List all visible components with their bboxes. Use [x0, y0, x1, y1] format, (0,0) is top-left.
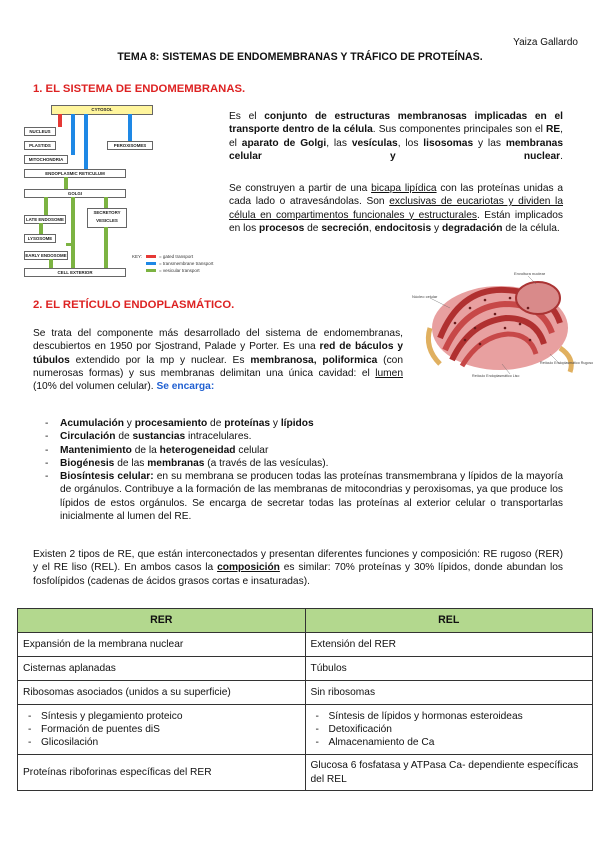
table-header-row	[18, 609, 593, 633]
text: (con numerosas formas) y sus membranas delimitan una única cavidad: el	[33, 354, 404, 379]
text-underlined: bicapa lipídica	[371, 183, 437, 194]
text-bold: RE	[546, 124, 561, 136]
text: (a través de las vesículas).	[204, 457, 329, 469]
text: y	[123, 418, 135, 429]
section-1-paragraph-2	[229, 182, 563, 235]
list-item: - Almacenamiento de Ca	[311, 736, 588, 749]
text: en su membrana se producen todas las proteínas transmembrana y lípidos de la mayoría de orgánulos. Contribuye a la formación de las membranas de mitocondrias y peroxisomas, ya que produce los lípidos de estos orgánulos. Se encarga de secretar todas las proteínas al exterior celular o transportarlas inicialmente al lumen del RE.	[60, 471, 563, 522]
rer-rel-table	[17, 608, 593, 791]
diagram-arrow	[64, 177, 68, 189]
text-bold: membranas	[147, 457, 205, 469]
text: . Están implicados en los	[229, 209, 563, 234]
text-bold: endocitosis	[374, 222, 432, 234]
ribosome	[474, 327, 477, 330]
diagram-arrow	[49, 259, 53, 268]
text: ,	[368, 222, 375, 234]
legend-swatch	[146, 269, 156, 272]
text-bold: secreción	[321, 222, 369, 234]
table-cell: Glucosa 6 fosfatasa y ATPasa Ca- dependiente específicas del REL	[305, 755, 593, 791]
ribosome	[509, 297, 512, 300]
er-label-4: Retículo Endoplasmático Liso	[472, 374, 520, 378]
text-bold: Biosíntesis celular:	[60, 471, 154, 482]
list-item	[40, 430, 563, 443]
text-underlined: exclusivas de eucariotas y dividen la célula en compartimentos funcionales y estructurales	[229, 196, 563, 221]
diagram-arrow	[58, 114, 62, 127]
section-2-paragraph-2	[33, 548, 563, 588]
text-bold: sustancias	[132, 431, 186, 443]
table-row	[18, 705, 593, 755]
ribosome	[464, 339, 467, 342]
diagram-arrow	[71, 114, 75, 155]
text: intracelulares.	[185, 431, 252, 443]
legend-text: = transmembrane transport	[159, 261, 214, 266]
text: es similar: 70% proteínas y 30% lípidos, donde abundan los fosfolípidos (cadenas de ácidos grasos cortas e insaturadas).	[33, 562, 563, 587]
text: extendido por la mp y nuclear. Es	[69, 354, 251, 366]
text: y	[431, 222, 442, 234]
diagram-arrow	[84, 114, 88, 169]
text-bold: procesos	[259, 222, 305, 234]
author-name: Yaiza Gallardo	[513, 37, 578, 48]
text: . Sus componentes principales son el	[372, 124, 546, 136]
er-label-3: Retículo Endoplasmático Rugoso	[540, 361, 594, 365]
section-1-heading: 1. EL SISTEMA DE ENDOMEMBRANAS.	[33, 83, 246, 95]
table-cell: Extensión del RER	[305, 633, 593, 657]
legend-text: = gated transport	[159, 254, 194, 259]
text-bold: heterogeneidad	[159, 444, 236, 456]
text-blue: Se encarga:	[156, 381, 215, 392]
diagram-arrow	[128, 114, 132, 141]
text-bold: vesículas	[351, 137, 398, 149]
rer-functions-list	[23, 710, 300, 750]
diagram-cytosol: CYTOSOL	[51, 105, 153, 115]
text: con las proteínas unidas a cada lado o atravesándolas. Son	[229, 183, 564, 208]
list-item	[40, 457, 563, 470]
legend-swatch	[146, 262, 156, 265]
text: celular	[235, 444, 269, 456]
text-bold: red de báculos y túbulos	[33, 341, 403, 366]
diagram-legend-key: KEY:	[132, 254, 143, 259]
ribosome	[527, 307, 530, 310]
diagram-plastids: PLASTIDS	[24, 141, 56, 150]
diagram-arrow	[104, 197, 108, 208]
list-item	[40, 444, 563, 457]
ribosome	[454, 322, 457, 325]
diagram-legend-transmembrane	[146, 261, 213, 267]
section-2-heading: 2. EL RETÍCULO ENDOPLASMÁTICO.	[33, 299, 235, 311]
ribosome	[519, 323, 522, 326]
ribosome	[484, 299, 487, 302]
table-header-rer: RER	[18, 609, 306, 633]
table-cell	[18, 705, 306, 755]
text-bold: Circulación	[60, 431, 116, 443]
text: , las	[326, 137, 352, 149]
diagram-er: ENDOPLASMIC RETICULUM	[24, 169, 126, 178]
text-bold: aparato de Golgi	[241, 137, 327, 149]
text-bold: degradación	[441, 222, 503, 234]
list-item: - Síntesis y plegamiento proteico	[23, 710, 300, 723]
diagram-arrow	[39, 223, 43, 234]
diagram-arrow	[44, 197, 48, 215]
text-bold: Acumulación	[60, 418, 124, 429]
text-bold: membranosa, poliformica	[250, 354, 378, 366]
table-cell	[305, 705, 593, 755]
list-item: - Detoxificación	[311, 723, 588, 736]
diagram-lysosome: LYSOSOME	[24, 234, 56, 243]
diagram-early-endosome: EARLY ENDOSOME	[25, 253, 67, 258]
text: y	[270, 418, 281, 429]
table-row	[18, 657, 593, 681]
text-bold: lípidos	[280, 418, 314, 429]
list-item: - Síntesis de lípidos y hormonas esteroideas	[311, 710, 588, 723]
diagram-secretory-vesicles: SECRETORY VESICLES	[87, 208, 127, 228]
text-bold: Mantenimiento	[60, 444, 132, 456]
text: (10% del volumen celular).	[33, 381, 157, 392]
section-1-paragraph-1	[229, 110, 563, 176]
text: Se trata del componente más desarrollado del sistema de endomembranas, descubiertos en 1950 por Sjostrand, Palade y Porter. Es una	[33, 328, 403, 353]
table-cell: Expansión de la membrana nuclear	[18, 633, 306, 657]
text-underlined: lumen	[375, 367, 403, 379]
diagram-cell-exterior: CELL EXTERIOR	[24, 268, 126, 277]
text: .	[560, 150, 563, 162]
text: de las	[114, 457, 148, 469]
list-item: - Glicosilación	[23, 736, 300, 749]
diagram-arrow	[71, 197, 75, 268]
text-bold: Biogénesis	[60, 457, 115, 469]
text-bold-underlined: composición	[217, 562, 280, 574]
table-row	[18, 755, 593, 791]
list-item	[40, 417, 563, 430]
nucleus-shape	[516, 282, 560, 314]
er-tubule	[560, 348, 571, 372]
er-functions-list	[40, 417, 563, 523]
table-row	[18, 633, 593, 657]
section-2-paragraph-1	[33, 327, 403, 393]
text: de la célula.	[502, 222, 560, 234]
text: de	[115, 431, 133, 443]
diagram-legend-gated	[146, 254, 193, 260]
text: de	[304, 222, 322, 234]
text-bold: conjunto de estructuras membranosas implicadas en el transporte dentro de la célula	[229, 111, 563, 136]
text: de	[207, 418, 225, 429]
diagram-late-endosome: LATE ENDOSOME	[24, 215, 66, 224]
ribosome	[494, 313, 497, 316]
rel-functions-list	[311, 710, 588, 750]
text: Existen 2 tipos de RE, que están interconectados y presentan diferentes funciones y composición: RE rugoso (RER) y el RE liso (REL). En ambos casos la	[33, 549, 563, 574]
diagram-golgi: GOLGI	[24, 189, 126, 198]
text: , el	[229, 124, 563, 149]
ribosome	[529, 339, 532, 342]
ribosome	[504, 327, 507, 330]
list-item	[40, 470, 563, 523]
legend-swatch	[146, 255, 156, 258]
ribosome	[469, 307, 472, 310]
diagram-arrow	[104, 227, 108, 268]
text: Es el	[229, 111, 265, 122]
table-row	[18, 681, 593, 705]
text: de la	[131, 444, 160, 456]
diagram-legend-vesicular	[146, 268, 200, 274]
document-title: TEMA 8: SISTEMAS DE ENDOMEMBRANAS Y TRÁFICO DE PROTEÍNAS.	[117, 51, 483, 63]
text-bold: procesamiento	[134, 418, 208, 429]
text: y las	[473, 137, 506, 149]
diagram-peroxisomes: PEROXISOMES	[107, 141, 153, 150]
list-item: - Formación de puentes diS	[23, 723, 300, 736]
diagram-nucleus: NUCLEUS	[24, 127, 56, 136]
text: Se construyen a partir de una	[229, 183, 372, 194]
diagram-arrow	[66, 243, 72, 246]
table-cell: Cisternas aplanadas	[18, 657, 306, 681]
er-label-2: Envoltura nuclear	[514, 271, 546, 276]
er-illustration	[410, 268, 594, 378]
er-illustration-svg	[410, 268, 594, 378]
text: , los	[397, 137, 424, 149]
er-label-1: Núcleo celular	[412, 294, 438, 299]
table-cell: Túbulos	[305, 657, 593, 681]
table-header-rel: REL	[305, 609, 593, 633]
endomembrane-diagram	[24, 103, 224, 278]
legend-text: = vesicular transport	[159, 268, 200, 273]
text-bold: lisosomas	[423, 137, 474, 149]
table-cell: Sin ribosomas	[305, 681, 593, 705]
text-bold: membranas celular y nuclear	[229, 137, 564, 162]
table-cell: Ribosomas asociados (unidos a su superficie)	[18, 681, 306, 705]
diagram-mitochondria: MITOCHONDRIA	[24, 155, 68, 164]
ribosome	[479, 343, 482, 346]
text-bold: proteínas	[224, 418, 271, 429]
table-cell: Proteínas riboforinas específicas del RER	[18, 755, 306, 791]
